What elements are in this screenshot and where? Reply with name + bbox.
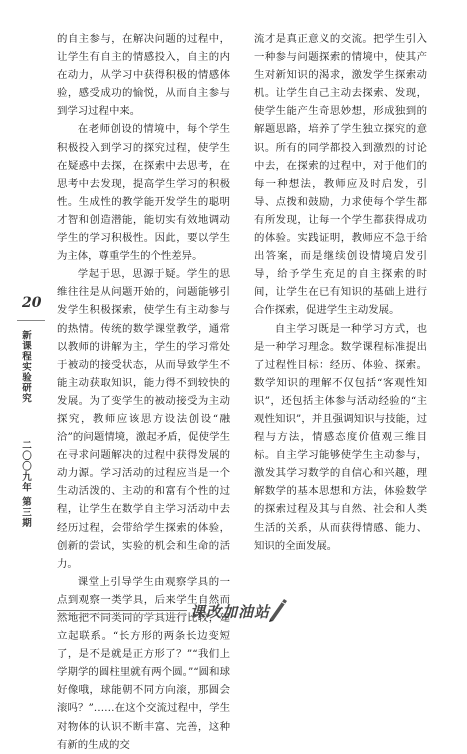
footer-rule-thin [57,614,187,615]
paragraph-left-4: 课堂上引导学生由观察学具的一点到观察一类学具，后来学生自然而然地把不同类同的学具进行比较，建立起联系。“长方形的两条长边变短了，是不是就是正方形了？”“我们上学期学的圆柱里就有两个圆。”“圆和球好像哦，球能朝不同方向滚，那圆会滚吗？”……在这个交流过程中，学生对物体的认识不断丰富、完善，这种有新的生成的交 [57,575,230,751]
pen-icon [267,596,289,622]
side-journal-issue: 二〇〇九年 第三期 [20,440,31,529]
side-journal-title: 新课程实验研究 [20,330,31,404]
footer-brand: 课改加油站 [190,603,271,621]
paragraph-left-1: 的自主参与，在解决问题的过程中，让学生有自主的情感投入，自主的内在动力，从学习中获得积极的情感体验，感受成功的愉悦，从而自主参与到学习过程中来。 [57,33,230,118]
paragraph-right-1: 流才是真正意义的交流。把学生引入一种参与问题探索的情境中，使其产生对新知识的渴求，激发学生探索动机。让学生自己主动去探索、发现，使学生能产生奇思妙想，形成独到的解题思路，培养了学生独立探究的意识。所有的同学都投入到激烈的讨论中去，在探索的过程中，对于他们的每一种想法，教师应及时启发，引导、点拨和鼓励，力求使每个学生都有所发现，让每一个学生都获得成功的体验。实践证明，教师应不急于给出答案，而是继续创设情境启发引导，给予学生充足的自主探索的时间，让学生在已有知识的基础上进行合作探索，促进学生主动发展。 [254,33,427,317]
paragraph-right-2: 自主学习既是一种学习方式，也是一种学习理念。数学课程标准提出了过程性目标：经历、体验、探索。数学知识的理解不仅包括“客观性知识”，还包括主体参与活动经验的“主观性知识”，并且强调知识与技能，过程与方法，情感态度价值观三维目标。自主学习能够使学生主动参与，激发其学习数学的自信心和兴趣，理解数学的基本思想和方法，体验数学的探索过程及其与自然、社会和人类生活的关系，从而获得情感、能力、知识的全面发展。 [254,322,427,552]
paragraph-left-3: 学起于思，思源于疑。学生的思维往往是从问题开始的，问题能够引发学生积极探索，使学生有主动参与的热情。传统的数学课堂教学，通常以教师的讲解为主，学生的学习常处于被动的接受状态，从而导致学生不能主动获取知识，能力得不到较快的发展。为了变学生的被动接受为主动探究，教师应该思方设法创设“融洽”的问题情境，激起矛盾，促使学生在寻求问题解决的过程中获得发展的动力源。学习活动的过程应当是一个生动活泼的、主动的和富有个性的过程，让学生在数学自主学习活动中去经历过程，会带给学生探索的体验，创新的尝试，实验的机会和生命的活力。 [57,268,230,570]
footer-rule [57,610,187,611]
side-journal-rule [17,320,45,325]
paragraph-left-2: 在老师创设的情境中，每个学生积极投入到学习的探究过程，使学生在疑惑中去探，在探索中去思考，在思考中去发现，提高学生学习的积极性。生成性的教学能开发学生的聪明才智和创造潜能，能切实有效地调动学生的学习积极性。因此，要以学生为主体，尊重学生的个性差异。 [57,123,230,263]
right-text-column [254,30,427,555]
left-text-column [57,30,230,754]
page-number: 20 [22,295,42,311]
